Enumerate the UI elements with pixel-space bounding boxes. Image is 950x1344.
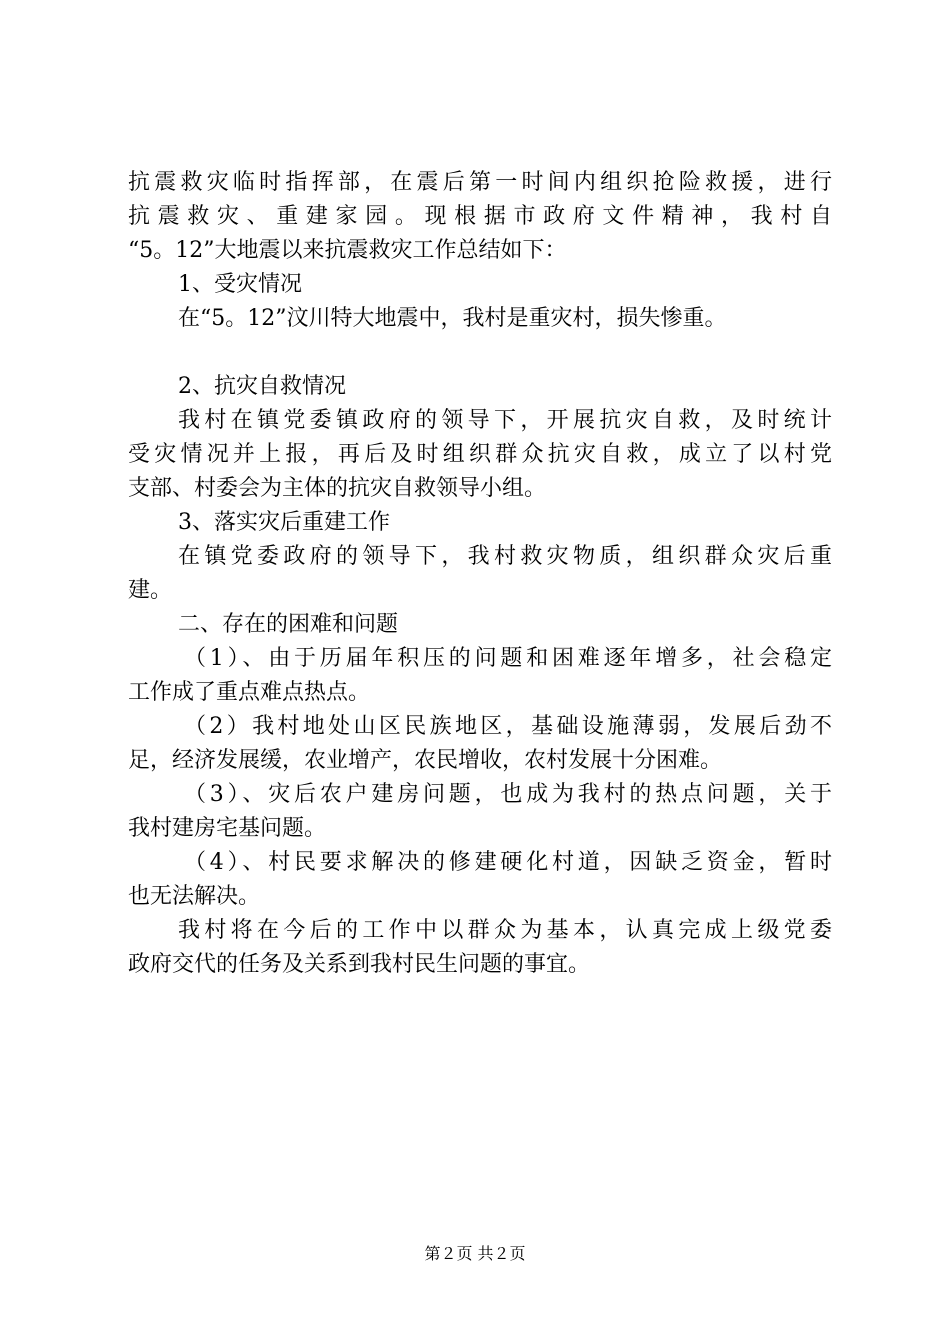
paragraph-line: 我村建房宅基问题。 [128, 816, 327, 841]
page-number-label: 第２页 共２页 [424, 1244, 526, 1263]
paragraph-line: 受灾情况并上报，再后及时组织群众抗灾自救，成立了以村党 [128, 442, 832, 467]
page-footer [0, 1244, 950, 1264]
paragraph-line: 在“5。12”汶川特大地震中，我村是重灾村，损失惨重。 [178, 306, 727, 331]
section-heading-2: 2、抗灾自救情况 [178, 374, 346, 399]
paragraph-line: 在镇党委政府的领导下，我村救灾物质，组织群众灾后重 [178, 544, 832, 569]
paragraph-line: 建。 [128, 578, 173, 603]
section-heading-problems: 二、存在的困难和问题 [178, 612, 399, 637]
paragraph-line: （1）、由于历届年积压的问题和困难逐年增多，社会稳定 [184, 646, 832, 671]
blank-line [128, 336, 832, 370]
paragraph-line: 抗震救灾、重建家园。现根据市政府文件精神，我村自 [128, 204, 832, 229]
paragraph-line: （4）、村民要求解决的修建硬化村道，因缺乏资金，暂时 [184, 850, 832, 875]
paragraph-line: 我村在镇党委镇政府的领导下，开展抗灾自救，及时统计 [178, 408, 832, 433]
paragraph-line: 支部、村委会为主体的抗灾自救领导小组。 [128, 476, 547, 501]
paragraph-line: （2）我村地处山区民族地区，基础设施薄弱，发展后劲不 [184, 714, 832, 739]
document-body [128, 166, 832, 982]
paragraph-line: 工作成了重点难点热点。 [128, 680, 371, 705]
paragraph-line: “5。12”大地震以来抗震救灾工作总结如下： [128, 238, 567, 263]
paragraph-line: 抗震救灾临时指挥部，在震后第一时间内组织抢险救援，进行 [128, 170, 832, 195]
paragraph-line: （3）、灾后农户建房问题，也成为我村的热点问题，关于 [184, 782, 832, 807]
paragraph-line: 足，经济发展缓，农业增产，农民增收，农村发展十分困难。 [128, 748, 723, 773]
section-heading-1: 1、受灾情况 [178, 272, 302, 297]
paragraph-line: 我村将在今后的工作中以群众为基本，认真完成上级党委 [178, 918, 832, 943]
paragraph-line: 也无法解决。 [128, 884, 261, 909]
paragraph-line: 政府交代的任务及关系到我村民生问题的事宜。 [128, 952, 591, 977]
section-heading-3: 3、落实灾后重建工作 [178, 510, 390, 535]
